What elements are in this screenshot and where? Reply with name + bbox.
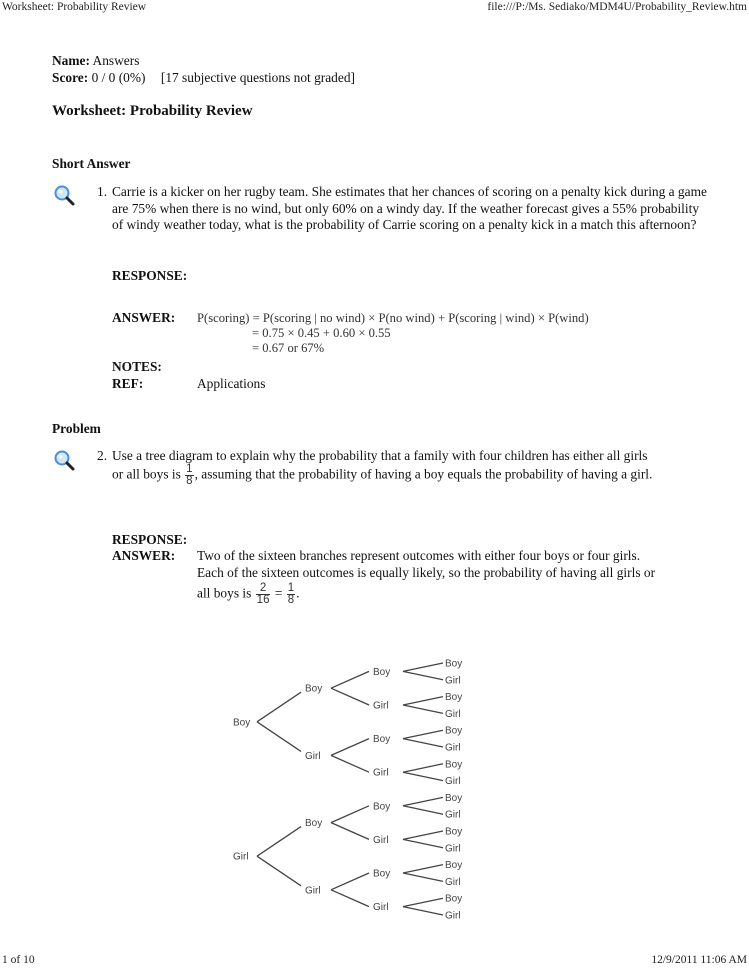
tree-node-level3: Girl	[373, 767, 389, 779]
tree-branch	[403, 797, 443, 805]
tree-branch	[403, 663, 443, 671]
tree-node-leaf: Girl	[445, 876, 461, 888]
tree-node-leaf: Girl	[445, 708, 461, 720]
q1-response-label: RESPONSE:	[112, 268, 188, 283]
q1-ref-label: REF:	[112, 376, 144, 391]
tree-node-leaf: Boy	[445, 826, 463, 838]
magnifier-icon[interactable]	[52, 183, 76, 207]
tree-node-leaf: Girl	[445, 776, 461, 788]
q2-answer-label: ANSWER:	[112, 548, 176, 563]
tree-branch	[403, 739, 443, 747]
score-note: [17 subjective questions not graded]	[160, 70, 355, 85]
print-header-url: file:///P:/Ms. Sediako/MDM4U/Probability_Review.htm	[487, 1, 747, 13]
tree-node-leaf: Girl	[445, 910, 461, 922]
tree-branch	[257, 692, 301, 722]
fraction-b-denominator: 8	[287, 594, 295, 606]
q1-notes-label: NOTES:	[112, 359, 162, 374]
tree-node-leaf: Boy	[445, 692, 463, 704]
tree-branch	[257, 722, 301, 752]
tree-branch	[403, 671, 443, 679]
q2-answer-line-1: Two of the sixteen branches represent outcomes with either four boys or four girls.	[197, 548, 641, 563]
tree-node-leaf: Boy	[445, 893, 463, 905]
question-1-number: 1.	[97, 184, 108, 199]
score-label: Score:	[52, 70, 89, 85]
student-info	[52, 52, 355, 86]
worksheet-title: Worksheet: Probability Review	[52, 103, 253, 119]
tree-node-leaf: Girl	[445, 742, 461, 754]
tree-branch	[403, 806, 443, 814]
tree-branch	[257, 856, 301, 886]
q1-answer-line-2: = 0.75 × 0.45 + 0.60 × 0.55	[252, 326, 391, 340]
tree-node-level1: Girl	[233, 851, 249, 863]
name-row	[52, 52, 355, 69]
tree-branch	[257, 827, 301, 857]
tree-node-leaf: Girl	[445, 843, 461, 855]
question-2-text-line-2	[112, 464, 652, 487]
name-label: Name:	[52, 53, 90, 68]
q2-text-after-fraction: , assuming that the probability of having a boy equals the probability of having a girl.	[194, 466, 653, 482]
q2-response-label: RESPONSE:	[112, 532, 188, 547]
score-value: 0 / 0 (0%)	[91, 70, 146, 85]
tree-node-level3: Boy	[373, 666, 391, 678]
tree-node-leaf: Boy	[445, 860, 463, 872]
tree-branch	[331, 671, 369, 688]
q2-answer-after: .	[296, 585, 300, 601]
q1-ref-value: Applications	[197, 376, 266, 391]
tree-branch	[403, 865, 443, 873]
print-header-title: Worksheet: Probability Review	[2, 1, 147, 13]
tree-branch	[403, 772, 443, 780]
section-heading-problem: Problem	[52, 421, 101, 436]
equals-sign: =	[274, 585, 283, 601]
q1-answer-line-3: = 0.67 or 67%	[252, 341, 325, 355]
print-footer-page: 1 of 10	[2, 954, 35, 966]
tree-branch	[403, 705, 443, 713]
tree-branch	[403, 873, 443, 881]
q1-answer-math	[197, 311, 589, 356]
q2-answer-line-3	[197, 583, 300, 606]
tree-branch	[403, 697, 443, 705]
tree-node-level2: Boy	[305, 818, 323, 830]
fraction-b-numerator: 1	[287, 582, 295, 594]
tree-node-level2: Girl	[305, 750, 321, 762]
tree-branch	[331, 890, 369, 907]
tree-branch	[403, 764, 443, 772]
tree-branch	[331, 739, 369, 756]
fraction-a-numerator: 2	[256, 583, 271, 595]
q2-fraction-denominator: 8	[186, 475, 193, 487]
tree-branch	[331, 688, 369, 705]
question-2-text-line-1: Use a tree diagram to explain why the probability that a family with four children has either all girls	[112, 448, 648, 463]
fraction-a-denominator: 16	[256, 594, 270, 606]
tree-branch	[403, 730, 443, 738]
tree-node-level3: Boy	[373, 868, 391, 880]
question-2-number: 2.	[97, 448, 108, 463]
q2-fraction	[185, 464, 193, 487]
tree-node-leaf: Boy	[445, 792, 463, 804]
tree-branch	[331, 755, 369, 772]
tree-node-level1: Boy	[233, 717, 251, 729]
tree-branch	[331, 823, 369, 840]
q1-answer-line-1: P(scoring) = P(scoring | no wind) × P(no wind) + P(scoring | wind) × P(wind)	[197, 311, 589, 325]
tree-node-level3: Girl	[373, 700, 389, 712]
tree-diagram	[225, 650, 485, 925]
magnifier-icon[interactable]	[52, 448, 76, 472]
tree-node-leaf: Boy	[445, 658, 463, 670]
tree-branch	[331, 806, 369, 823]
tree-branch	[403, 907, 443, 915]
q2-answer-fraction-b	[287, 583, 295, 606]
q2-answer-fraction-a	[256, 583, 271, 606]
section-heading-short-answer: Short Answer	[52, 156, 131, 171]
tree-node-leaf: Boy	[445, 725, 463, 737]
tree-node-level2: Girl	[305, 885, 321, 897]
q2-answer-line-2: Each of the sixteen outcomes is equally likely, so the probability of having all girls or	[197, 565, 656, 580]
print-footer-datetime: 12/9/2011 11:06 AM	[651, 954, 747, 966]
tree-node-level3: Boy	[373, 801, 391, 813]
tree-node-leaf: Girl	[445, 809, 461, 821]
tree-node-level2: Boy	[305, 683, 323, 695]
tree-branch	[403, 898, 443, 906]
tree-branch	[403, 839, 443, 847]
tree-node-leaf: Girl	[445, 675, 461, 687]
tree-branch	[331, 873, 369, 890]
tree-node-level3: Boy	[373, 734, 391, 746]
q2-answer-before-fraction: all boys is	[197, 585, 252, 601]
tree-node-level3: Girl	[373, 902, 389, 914]
tree-node-level3: Girl	[373, 834, 389, 846]
q1-answer-label: ANSWER:	[112, 310, 176, 325]
tree-branch	[403, 831, 443, 839]
tree-node-leaf: Boy	[445, 759, 463, 771]
q2-text-before-fraction: or all boys is	[112, 466, 181, 482]
score-row	[52, 69, 355, 86]
question-1-text: Carrie is a kicker on her rugby team. She estimates that her chances of scoring on a penalty kick during a game are 75% when there is no wind, but only 60% on a windy day. If the weather forecast gives a 55% probability of windy weather today, what is the probability of Carrie scoring on a penalty kick in a match this afternoon?	[112, 184, 707, 232]
name-value: Answers	[92, 53, 140, 68]
q2-fraction-numerator: 1	[186, 463, 193, 475]
